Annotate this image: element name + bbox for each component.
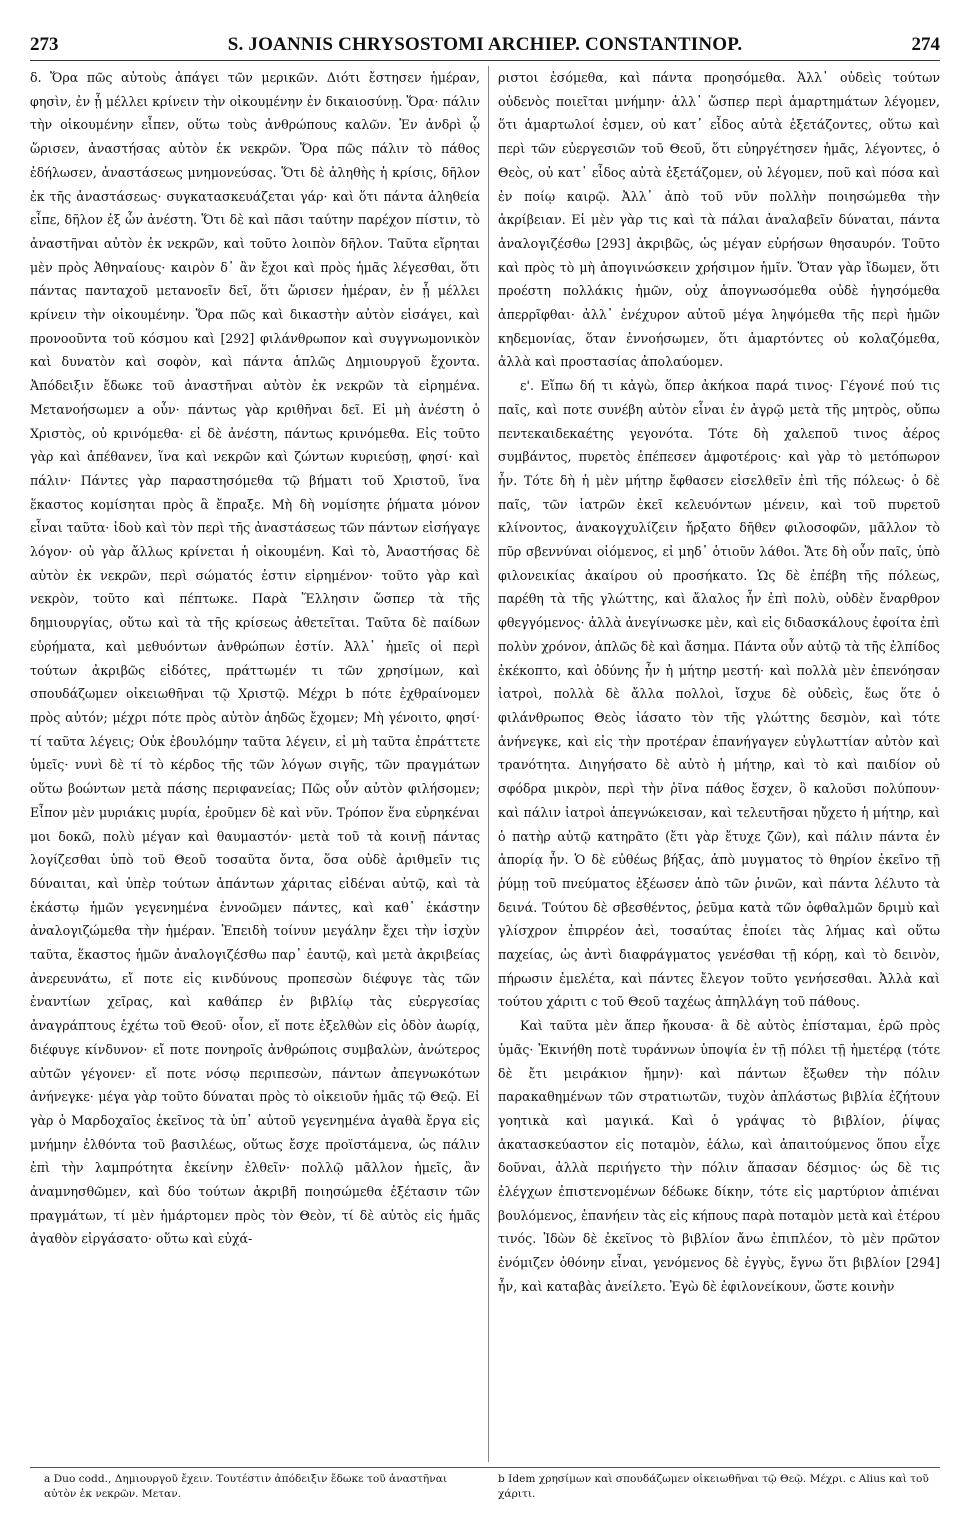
left-paragraph: δ. Ὅρα πῶς αὐτοὺς ἀπάγει τῶν μερικῶν. Διότι ἔστησεν ἡμέραν, φησὶν, ἐν ᾗ μέλλει κρίνειν τὴν οἰκουμένην ἐν δικαιοσύνῃ. Ὅρα· πάλιν τὴν οἰκουμένην εἶπεν, οὕτω τοὺς ἀνθρώπους καλῶν. Ἐν ἀνδρὶ ᾧ ὥρισεν, ἀναστήσας αὐτὸν ἐκ νεκρῶν. Ὅρα πῶς πάλιν τὸ πάθος ἐδήλωσεν, ἀναστάσεως μνημονεύσας. Ὅτι δὲ ἀληθὴς ἡ κρίσις, δῆλον ἐκ τῆς ἀναστάσεως· συγκατασκευάζεται γάρ· καὶ ὅτι πάντα ἀληθεία εἶπε, δῆλον ἐξ ὧν ἀνέστη. Ὅτι δὲ καὶ πᾶσι ταύτην παρέχον πίστιν, τὸ ἀναστῆναι αὐτὸν ἐκ νεκρῶν, καὶ τοῦτο λοιπὸν δῆλον. Ταῦτα εἴρηται μὲν πρὸς Ἀθηναίους· καιρὸν δ᾽ ἂν ἔχοι καὶ πρὸς ἡμᾶς λέγεσθαι, ὅτι πάντας πανταχοῦ μετανοεῖν δεῖ, ὅτι ὥρισεν ἡμέραν, ἐν ᾗ μέλλει κρίνειν τὴν οἰκουμένην. Ὅρα πῶς καὶ δικαστὴν αὐτὸν εἰσάγει, καὶ προνοοῦντα τοῦ κόσμου καὶ [292] φιλάνθρωπον καὶ συγγνωμονικὸν καὶ δυνατὸν καὶ σοφὸν, καὶ πάντα ἁπλῶς Δημιουργοῦ ἔχοντα. Ἀπόδειξιν ἔδωκε τοῦ ἀναστῆναι αὐτὸν ἐκ νεκρῶν τὰ εἰρημένα. Μετανοήσωμεν a οὖν· πάντως γὰρ κριθῆναι δεῖ. Εἰ μὴ ἀνέστη ὁ Χριστὸς, οὐ κρινόμεθα· εἰ δὲ ἀνέστη, πάντως κρινόμεθα. Εἰς τοῦτο γὰρ καὶ ἀπέθανεν, ἵνα καὶ νεκρῶν καὶ ζώντων κυριεύσῃ, φησί· καὶ πάλιν· Πάντες γὰρ παραστησόμεθα τῷ βήματι τοῦ Χριστοῦ, ἵνα ἕκαστος κομίσηται πρὸς ἃ ἔπραξε. Μὴ δὴ νομίσητε ῥήματα μόνον εἶναι ταῦτα· ἰδοὺ καὶ τὸν περὶ τῆς ἀναστάσεως τῶν πάντων εἰσήγαγε λόγον· οὐ γὰρ ἄλλως κρίνεται ἡ οἰκουμένη. Καὶ τὸ, Ἀναστήσας δὲ αὐτὸν ἐκ νεκρῶν, περὶ σώματός ἐστιν εἰρημένον· τοῦτο γὰρ καὶ νεκρὸν, τοῦτο καὶ πέπτωκε. Παρὰ Ἕλλησιν ὥσπερ τὰ τῆς δημιουργίας, οὕτω καὶ τὰ τῆς κρίσεως ἀθετεῖται. Ταῦτα δὲ παίδων εὑρήματα, καὶ μεθυόντων ἀνθρώπων ἐστίν. Ἀλλ᾽ ἡμεῖς οἱ περὶ τούτων ἀκριβῶς εἰδότες, πράττωμέν τι τῶν χρησίμων, καὶ σπουδάζωμεν οἰκειωθῆναι τῷ Χριστῷ. Μέχρι b πότε ἐχθραίνομεν πρὸς αὐτόν; μέχρι πότε πρὸς αὐτὸν ἀηδῶς ἔχομεν; Μὴ γένοιτο, φησί· τί ταῦτα λέγεις; Οὐκ ἐβουλόμην ταῦτα λέγειν, εἰ μὴ ταῦτα ἐπράττετε ὑμεῖς· νυνὶ δὲ τί τὸ κέρδος τῆς τῶν λόγων σιγῆς, τῶν πραγμάτων οὕτω βοώντων μετὰ πάσης περιφανείας; Πῶς οὖν αὐτὸν φιλήσομεν; Εἶπον μὲν μυριάκις μυρία, ἐροῦμεν δὲ καὶ νῦν. Τρόπον ἕνα εὑρηκέναι μοι δοκῶ, πολὺ μέγαν καὶ θαυμαστόν· μετὰ τοῦ τὰ κοινῇ πάντας λογίζεσθαι ὑπὸ τοῦ Θεοῦ τοσαῦτα ὄντα, ὅσα οὐδὲ ἀριθμεῖν τις δύναιται, καὶ ὑπὲρ τούτων ἁπάντων χάριτας εἰδέναι αὐτῷ, καὶ τὰ ἑκάστῳ ἡμῶν γεγενημένα ἐννοῶμεν πάντες, καὶ καθ᾽ ἑκάστην ἀναλογιζώμεθα τὴν ἡμέραν. Ἐπειδὴ τοίνυν μεγάλην ἔχει τὴν ἰσχὺν ταῦτα, ἕκαστος ἡμῶν ἀναλογιζέσθω παρ᾽ ἑαυτῷ, καὶ μετὰ ἀκριβείας ἀνερευνάτω, εἴ ποτε εἰς κινδύνους προπεσὼν διέφυγε τὰς τῶν ἐναντίων χεῖρας, καὶ καθάπερ ἐν βιβλίῳ τὰς εὐεργεσίας ἀναγράπτους ἐχέτω τοῦ Θεοῦ· οἷον, εἴ ποτε ἐξελθὼν εἰς ὁδὸν ἀωρίᾳ, διέφυγε κίνδυνον· εἴ ποτε πονηροῖς ἀνθρώποις συμβαλὼν, ἀνώτερος αὐτῶν γέγονεν· εἴ ποτε νόσῳ περιπεσὼν, πάντων ἀπεγνωκότων ἀνήνεγκε· μέγα γὰρ τοῦτο δύναται πρὸς τὸ οἰκειοῦν ἡμᾶς τῷ Θεῷ. Εἰ γὰρ ὁ Μαρδοχαῖος ἐκεῖνος τὰ ὑπ᾽ αὐτοῦ γεγενημένα ἀγαθὰ ἔργα εἰς μνήμην ἐλθόντα τοῦ βασιλέως, οὕτως ἔσχε προϊστάμενα, ὡς πάλιν ἐπὶ τὴν λαμπρότητα ἐκείνην ἐλθεῖν· πολλῷ μᾶλλον ἡμεῖς, ἂν ἀναμνησθῶμεν, καὶ δύο τούτων ἀκριβῆ ποιησώμεθα ἐξέτασιν τῶν πραγμάτων, τί μὲν ἡμάρτομεν πρὸς τὸν Θεὸν, τί δὲ αὐτὸς εἰς ἡμᾶς ἀγαθὸν εἰργάσατο· οὕτω καὶ εὐχά- <box>30 70 480 1247</box>
left-column <box>30 66 480 1251</box>
page-number-right: 274 <box>911 34 940 55</box>
right-column <box>498 66 940 1299</box>
page-number-left: 273 <box>30 34 59 55</box>
right-paragraph: Καὶ ταῦτα μὲν ἅπερ ἤκουσα· ἃ δὲ αὐτὸς ἐπίσταμαι, ἐρῶ πρὸς ὑμᾶς· Ἐκινήθη ποτὲ τυράννων ὑποψία ἐν τῇ πόλει τῇ ἡμετέρᾳ (τότε δὲ ἔτι μειράκιον ἤμην)· καὶ πάντων ἔξωθεν τὴν πόλιν παρακαθημένων τῶν στρατιωτῶν, τυχὸν ἀπλάστως βιβλία ἐζήτουν γοητικὰ καὶ μαγικά. Καὶ ὁ γράψας τὸ βιβλίον, ῥίψας ἀκατασκεύαστον εἰς ποταμὸν, ἑάλω, καὶ ἀπαιτούμενος ὅπου εἶχε δοῦναι, ἀλλὰ περιήγετο τὴν πόλιν ἅπασαν δέσμιος· ὡς δὲ τις ἐλέγχων ἐπιστενομένων δέδωκε δίκην, τότε εἰς μαρτύριον ἀπιέναι βουλόμενος, ἐπανήειν τὰς εἰς κήπους παρὰ ποταμὸν μετὰ καὶ ἑτέρου τινός. Ἰδὼν δὲ ἐκεῖνος τὸ βιβλίον ἄνω ἐπιπλέον, τὸ μὲν πρῶτον ἐνόμιζεν ὀθόνην εἶναι, γενόμενος δὲ ἐγγὺς, ἔγνω ὅτι βιβλίον [294] ἦν, καὶ καταβὰς ἀνείλετο. Ἐγὼ δὲ ἐφιλονείκουν, ὥστε κοινὴν <box>498 1018 940 1294</box>
right-paragraph: ριστοι ἐσόμεθα, καὶ πάντα προησόμεθα. Ἀλλ᾽ οὐδεὶς τούτων οὐδενὸς ποιεῖται μνήμην· ἀλλ᾽ ὥσπερ περὶ ἁμαρτημάτων λέγομεν, ὅτι ἁμαρτωλοί ἐσμεν, οὐ κατ᾽ εἶδος αὐτὰ ἐξετάζοντες, οὕτω καὶ περὶ τῶν εὐεργεσιῶν τοῦ Θεοῦ, ὅτι εὐηργέτησεν ἡμᾶς, λέγοντες, ὁ Θεὸς, οὐ κατ᾽ εἶδος αὐτὰ ἐξετάζομεν, οὐ λέγομεν, ποῦ καὶ πόσα καὶ ἐν ποίῳ καιρῷ. Ἀλλ᾽ ἀπὸ τοῦ νῦν πολλὴν ποιησώμεθα τὴν ἀκρίβειαν. Εἰ μὲν γὰρ τις καὶ τὰ πάλαι ἀναλαβεῖν δύναται, πάντα ἀναλογιζέσθω [293] ἀκριβῶς, ὡς μέγαν εὑρήσων θησαυρόν. Τοῦτο καὶ πρὸς τὸ μὴ ἀπογινώσκειν χρήσιμον ἡμῖν. Ὅταν γὰρ ἴδωμεν, ὅτι προέστη πολλάκις ἡμῶν, οὐχ ἀπογνωσόμεθα οὐδὲ ἡγησόμεθα ἀπερρῖφθαι· ἀλλ᾽ ἐνέχυρον αὐτοῦ μέγα ληψόμεθα τῆς περὶ ἡμῶν κηδεμονίας, ὅταν ἐννοήσωμεν, ὅτι ἁμαρτόντες οὐ κολαζόμεθα, ἀλλὰ καὶ προστασίας ἀπολαύομεν. <box>498 70 940 370</box>
column-divider <box>488 66 489 1462</box>
page-title: S. JOANNIS CHRYSOSTOMI ARCHIEP. CONSTANTINOP. <box>227 34 743 55</box>
footnotes-left <box>44 1472 474 1502</box>
footnote: a Duo codd., Δημιουργοῦ ἔχειν. Τουτέστιν ἀπόδειξιν ἔδωκε τοῦ ἀναστῆναι αὐτὸν ἐκ νεκρῶν. Μεταν. <box>44 1473 447 1500</box>
footnotes-right <box>498 1472 940 1502</box>
running-header <box>30 30 940 60</box>
header-rule <box>30 60 940 61</box>
footnote-rule <box>30 1467 940 1468</box>
right-paragraph: ε'. Εἴπω δή τι κἀγὼ, ὅπερ ἀκήκοα παρά τινος· Γέγονέ πού τις παῖς, καὶ ποτε συνέβη αὐτὸν εἶναι ἐν ἀγρῷ μετὰ τῆς μητρὸς, οὔπω πεντεκαιδεκαέτης γεγονότα. Τότε δὴ χαλεποῦ τινος ἀέρος συμβάντος, πυρετὸς ἐπέπεσεν ἀμφοτέροις· καὶ γὰρ τὸ μετόπωρον ἦν. Τότε δὴ ἡ μὲν μήτηρ ἔφθασεν εἰσελθεῖν ἐπὶ τῆς πόλεως· ὁ δὲ παῖς, τῶν ἰατρῶν ἐκεῖ κελευόντων μένειν, καὶ τοῦ πυρετοῦ κλίνοντος, ἀνακογχυλίζειν ἤρξατο δῆθεν φιλοσοφῶν, μᾶλλον τὸ πῦρ σβεννύναι οἰόμενος, εἰ μηδ᾽ ὁτιοῦν λάθοι. Ἅτε δὴ οὖν παῖς, ὑπὸ φιλονεικίας ἀκαίρου οὐ προσήκατο. Ὡς δὲ ἐπέβη τῆς πόλεως, παρέθη τὰ τῆς γλώττης, καὶ ἄλαλος ἦν ἐπὶ πολὺ, οὐδὲν ἔναρθρον φθεγγόμενος· ἀλλὰ ἀνεγίνωσκε μὲν, καὶ εἰς διδασκάλους ἐφοίτα ἐπὶ πολὺν χρόνον, ἁπλῶς δὲ καὶ ἄσημα. Πάντα οὖν αὐτῷ τὰ τῆς ἐλπίδος ἐκέκοπτο, καὶ ὀδύνης ἦν ἡ μήτηρ μεστή· καὶ πολλὰ μὲν ἐπενόησαν ἰατροὶ, πολλὰ δὲ ἄλλα πολλοὶ, ἴσχυε δὲ οὐδεὶς, ἕως ὅτε ὁ φιλάνθρωπος Θεὸς ἰάσατο τὸν τῆς γλώττης δεσμὸν, καὶ τότε ἀνήνεγκε, καὶ εἰς τὴν προτέραν ἐπανήγαγεν εὐγλωττίαν αὐτὸν καὶ τρανότητα. Διηγήσατο δὲ αὐτὸ ἡ μήτηρ, καὶ τὸ καὶ παιδίον οὐ σφόδρα μικρὸν, περὶ τὴν ῥῖνα πάθος ἔσχεν, ὃ καλοῦσι πολύπουν· καὶ πάλιν ἰατροὶ ἀπεγνώκεισαν, καὶ τελευτῆσαι ηὔχετο ἡ μήτηρ, καὶ ὁ πατὴρ αὐτῷ κατηρᾶτο (ἔτι γὰρ ἔτυχε ζῶν), καὶ πάλιν πάντα ἐν ἀπορίᾳ ἦν. Ὁ δὲ εὐθέως βήξας, ἀπὸ μυγματος τὸ θηρίον ἐκεῖνο τῇ ῥύμῃ τοῦ πνεύματος ἐξέωσεν ἀπὸ τῶν ῥινῶν, καὶ πάντα λέλυτο τὰ δεινά. Τούτου δὲ σβεσθέντος, ῥεῦμα κατὰ τῶν ὀφθαλμῶν δριμὺ καὶ γλίσχρον ἐπιρρέον ἀεὶ, τοσαύτας ἐποίει τὰς λήμας καὶ οὕτω παχείας, ὡς ἀντὶ διαφράγματος γενέσθαι τῇ κόρῃ, καὶ τὸ δεινὸν, πήρωσιν ἐμελέτα, καὶ πάντες ἔλεγον τοῦτο γενήσεσθαι. Ἀλλὰ καὶ τούτου χάριτι c τοῦ Θεοῦ ταχέως ἀπηλλάγη τοῦ πάθους. <box>498 378 940 1010</box>
footnote: b Idem χρησίμων καὶ σπουδάζωμεν οἰκειωθῆναι τῷ Θεῷ. Μέχρι. c Alius καὶ τοῦ χάριτι. <box>498 1473 929 1500</box>
